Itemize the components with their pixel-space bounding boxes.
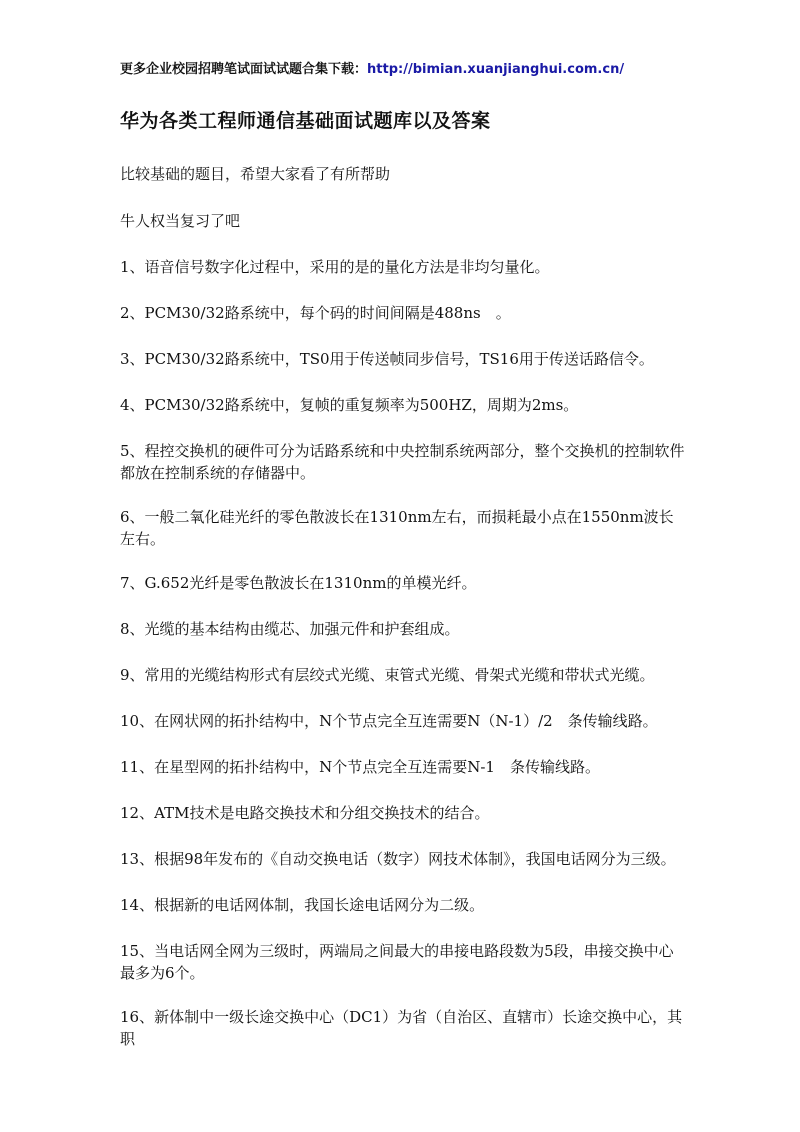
question-item: 1、语音信号数字化过程中，采用的是的量化方法是非均匀量化。	[120, 258, 550, 276]
question-item: 6、一般二氧化硅光纤的零色散波长在1310nm左右，而损耗最小点在1550nm波长左右。	[120, 508, 674, 548]
question-item: 4、PCM30/32路系统中，复帧的重复频率为500HZ，周期为2ms。	[120, 396, 579, 414]
question-item: 14、根据新的电话网体制，我国长途电话网分为二级。	[120, 896, 485, 914]
question-item: 7、G.652光纤是零色散波长在1310nm的单模光纤。	[120, 574, 477, 592]
question-item: 9、常用的光缆结构形式有层绞式光缆、束管式光缆、骨架式光缆和带状式光缆。	[120, 666, 655, 684]
page-title: 华为各类工程师通信基础面试题库以及答案	[120, 110, 491, 132]
question-item: 5、程控交换机的硬件可分为话路系统和中央控制系统两部分，整个交换机的控制软件都放在控制系统的存储器中。	[120, 442, 685, 482]
question-item: 2、PCM30/32路系统中，每个码的时间间隔是488ns 。	[120, 304, 511, 322]
question-item: 15、当电话网全网为三级时，两端局之间最大的串接电路段数为5段，串接交换中心最多为6个。	[120, 942, 674, 982]
intro-line: 比较基础的题目，希望大家看了有所帮助	[120, 165, 391, 183]
download-header	[120, 58, 624, 77]
question-item: 13、根据98年发布的《自动交换电话（数字）网技术体制》，我国电话网分为三级。	[120, 850, 676, 868]
question-item: 8、光缆的基本结构由缆芯、加强元件和护套组成。	[120, 620, 460, 638]
question-item: 11、在星型网的拓扑结构中，N个节点完全互连需要N-1 条传输线路。	[120, 758, 600, 776]
question-item: 3、PCM30/32路系统中，TS0用于传送帧同步信号，TS16用于传送话路信令。	[120, 350, 654, 368]
intro-line: 牛人权当复习了吧	[120, 212, 241, 230]
download-link[interactable]: http://bimian.xuanjianghui.com.cn/	[367, 62, 625, 77]
question-item: 12、ATM技术是电路交换技术和分组交换技术的结合。	[120, 804, 490, 822]
question-item: 16、新体制中一级长途交换中心（DC1）为省（自治区、直辖市）长途交换中心，其职	[120, 1008, 683, 1048]
header-text: 更多企业校园招聘笔试面试试题合集下载：	[120, 62, 368, 77]
question-item: 10、在网状网的拓扑结构中，N个节点完全互连需要N（N-1）/2 条传输线路。	[120, 712, 658, 730]
